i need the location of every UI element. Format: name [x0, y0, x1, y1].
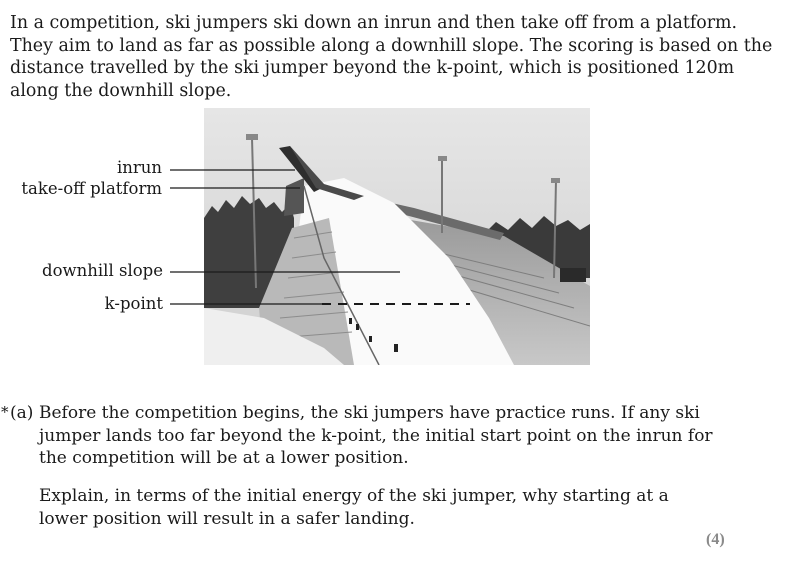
question-number: (a)	[10, 403, 34, 423]
question-paragraph-1: Before the competition begins, the ski jumpers have practice runs. If any ski jumper lands too far beyond the k-point, the initial start point on the inrun for the competition will be at a lower position.	[39, 403, 713, 468]
question-paragraph-2: Explain, in terms of the initial energy of the ski jumper, why starting at a lower position will result in a safer landing.	[39, 486, 669, 529]
question-star: *	[1, 403, 9, 421]
k-point-label: k-point	[104, 294, 163, 313]
inrun-label: inrun	[116, 158, 162, 177]
takeoff-platform-label: take-off platform	[21, 179, 162, 198]
marks-label: (4)	[706, 531, 725, 548]
downhill-slope-label: downhill slope	[42, 261, 163, 280]
intro-paragraph: In a competition, ski jumpers ski down an inrun and then take off from a platform. They aim to land as far as possible along a downhill slope. The scoring is based on the distance travelled by the ski jumper beyond the k-point, which is positioned 120m along the downhill slope.	[10, 13, 773, 101]
